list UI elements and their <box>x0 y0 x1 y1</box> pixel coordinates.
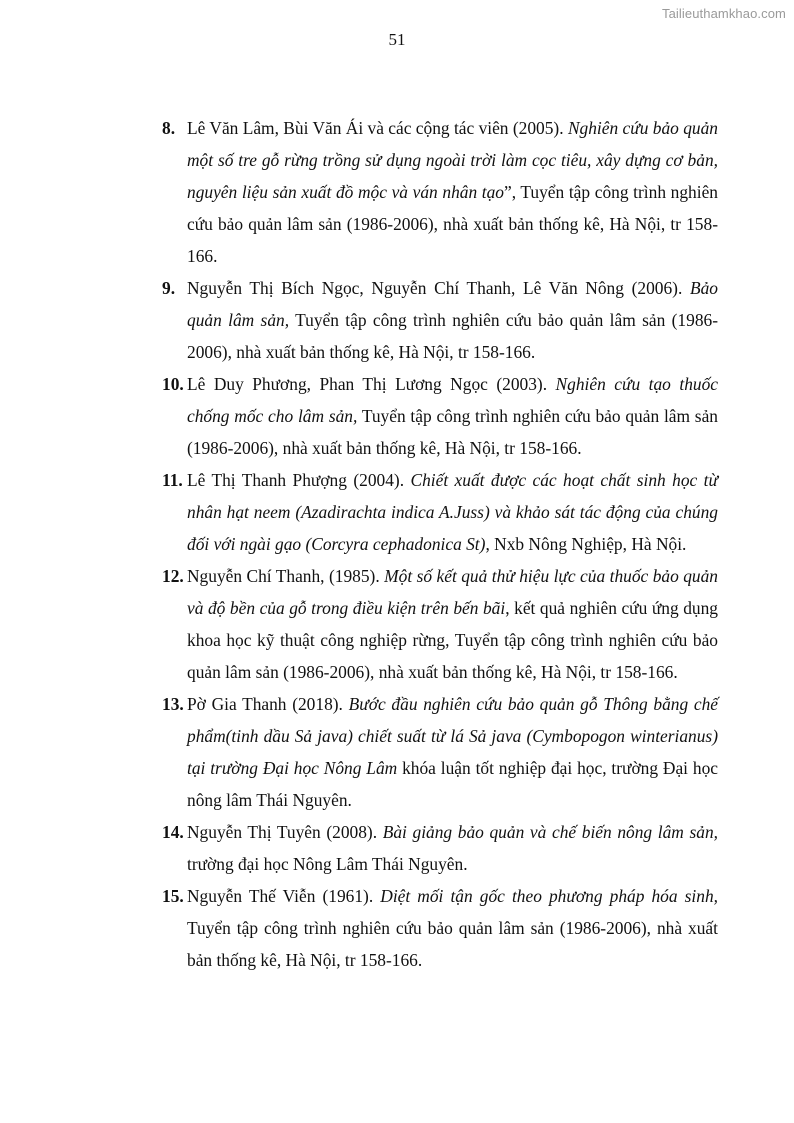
reference-source: trường đại học Nông Lâm Thái Nguyên. <box>187 854 468 874</box>
reference-title: Nghiên cứu bảo quản một số tre gỗ rừng trồng sử dụng ngoài trời làm cọc tiêu, xây dựng cơ bản, nguyên liệu sản xuất đồ mộc và ván nhân tạo <box>187 118 718 202</box>
reference-item <box>162 368 718 464</box>
reference-title: Bảo quản lâm sản, <box>187 278 718 330</box>
reference-source: Tuyển tập công trình nghiên cứu bảo quản lâm sản (1986-2006), nhà xuất bản thống kê, Hà Nội, tr 158-166. <box>187 918 718 970</box>
reference-authors: Lê Văn Lâm, Bùi Văn Ái và các cộng tác viên (2005). <box>187 118 568 138</box>
watermark: Tailieuthamkhao.com <box>661 6 786 21</box>
page-number: 51 <box>388 30 406 49</box>
reference-item <box>162 560 718 688</box>
reference-source: , kết quả nghiên cứu ứng dụng khoa học kỹ thuật công nghiệp rừng, Tuyển tập công trình nghiên cứu bảo quản lâm sản (1986-2006), nhà xuất bản thống kê, Hà Nội, tr 158-166. <box>187 598 718 682</box>
reference-number: 11. <box>162 470 183 490</box>
reference-number: 12. <box>162 566 184 586</box>
reference-source: Tuyển tập công trình nghiên cứu bảo quản lâm sản (1986-2006), nhà xuất bản thống kê, Hà Nội, tr 158-166. <box>187 310 718 362</box>
reference-item <box>162 816 718 880</box>
reference-source: , Nxb Nông Nghiệp, Hà Nội. <box>485 534 687 554</box>
reference-title: Chiết xuất được các hoạt chất sinh học từ nhân hạt neem (Azadirachta indica A.Juss) và khảo sát tác động của chúng đối với ngài gạo (Corcyra cephadonica St) <box>187 470 718 554</box>
reference-title: Bước đầu nghiên cứu bảo quản gỗ Thông bằng chế phẩm(tinh dầu Sả java) chiết suất từ lá Sả java (Cymbopogon winterianus) tại trường Đại học Nông Lâm <box>187 694 718 778</box>
reference-number: 8. <box>162 118 176 138</box>
reference-number: 13. <box>162 694 184 714</box>
reference-source: Tuyển tập công trình nghiên cứu bảo quản lâm sản (1986-2006), nhà xuất bản thống kê, Hà Nội, tr 158-166. <box>187 406 718 458</box>
reference-source: ”, Tuyển tập công trình nghiên cứu bảo quản lâm sản (1986-2006), nhà xuất bản thống kê, Hà Nội, tr 158-166. <box>187 182 718 266</box>
reference-title: Một số kết quả thử hiệu lực của thuốc bảo quản và độ bền của gỗ trong điều kiện trên bến bãi <box>187 566 718 618</box>
reference-authors: Nguyễn Chí Thanh, (1985). <box>187 566 385 586</box>
reference-title: Bài giảng bảo quản và chế biến nông lâm sản, <box>382 822 719 842</box>
reference-authors: Lê Thị Thanh Phượng (2004). <box>187 470 411 490</box>
reference-item <box>162 880 718 976</box>
reference-number: 9. <box>162 278 176 298</box>
reference-number: 10. <box>162 374 184 394</box>
reference-title: Nghiên cứu tạo thuốc chống mốc cho lâm sản, <box>187 374 718 426</box>
reference-authors: Nguyễn Thế Viễn (1961). <box>187 886 381 906</box>
reference-authors: Pờ Gia Thanh (2018). <box>187 694 349 714</box>
reference-source: khóa luận tốt nghiệp đại học, trường Đại học nông lâm Thái Nguyên. <box>187 758 718 810</box>
reference-authors: Nguyễn Thị Bích Ngọc, Nguyễn Chí Thanh, Lê Văn Nông (2006). <box>187 278 690 298</box>
reference-authors: Lê Duy Phương, Phan Thị Lương Ngọc (2003). <box>187 374 556 394</box>
reference-number: 14. <box>162 822 184 842</box>
reference-item <box>162 688 718 816</box>
reference-item <box>162 464 718 560</box>
reference-authors: Nguyễn Thị Tuyên (2008). <box>187 822 383 842</box>
reference-number: 15. <box>162 886 184 906</box>
reference-item <box>162 272 718 368</box>
reference-title: Diệt mối tận gốc theo phương pháp hóa sinh, <box>380 886 718 906</box>
reference-list <box>162 112 718 976</box>
reference-item <box>162 112 718 272</box>
